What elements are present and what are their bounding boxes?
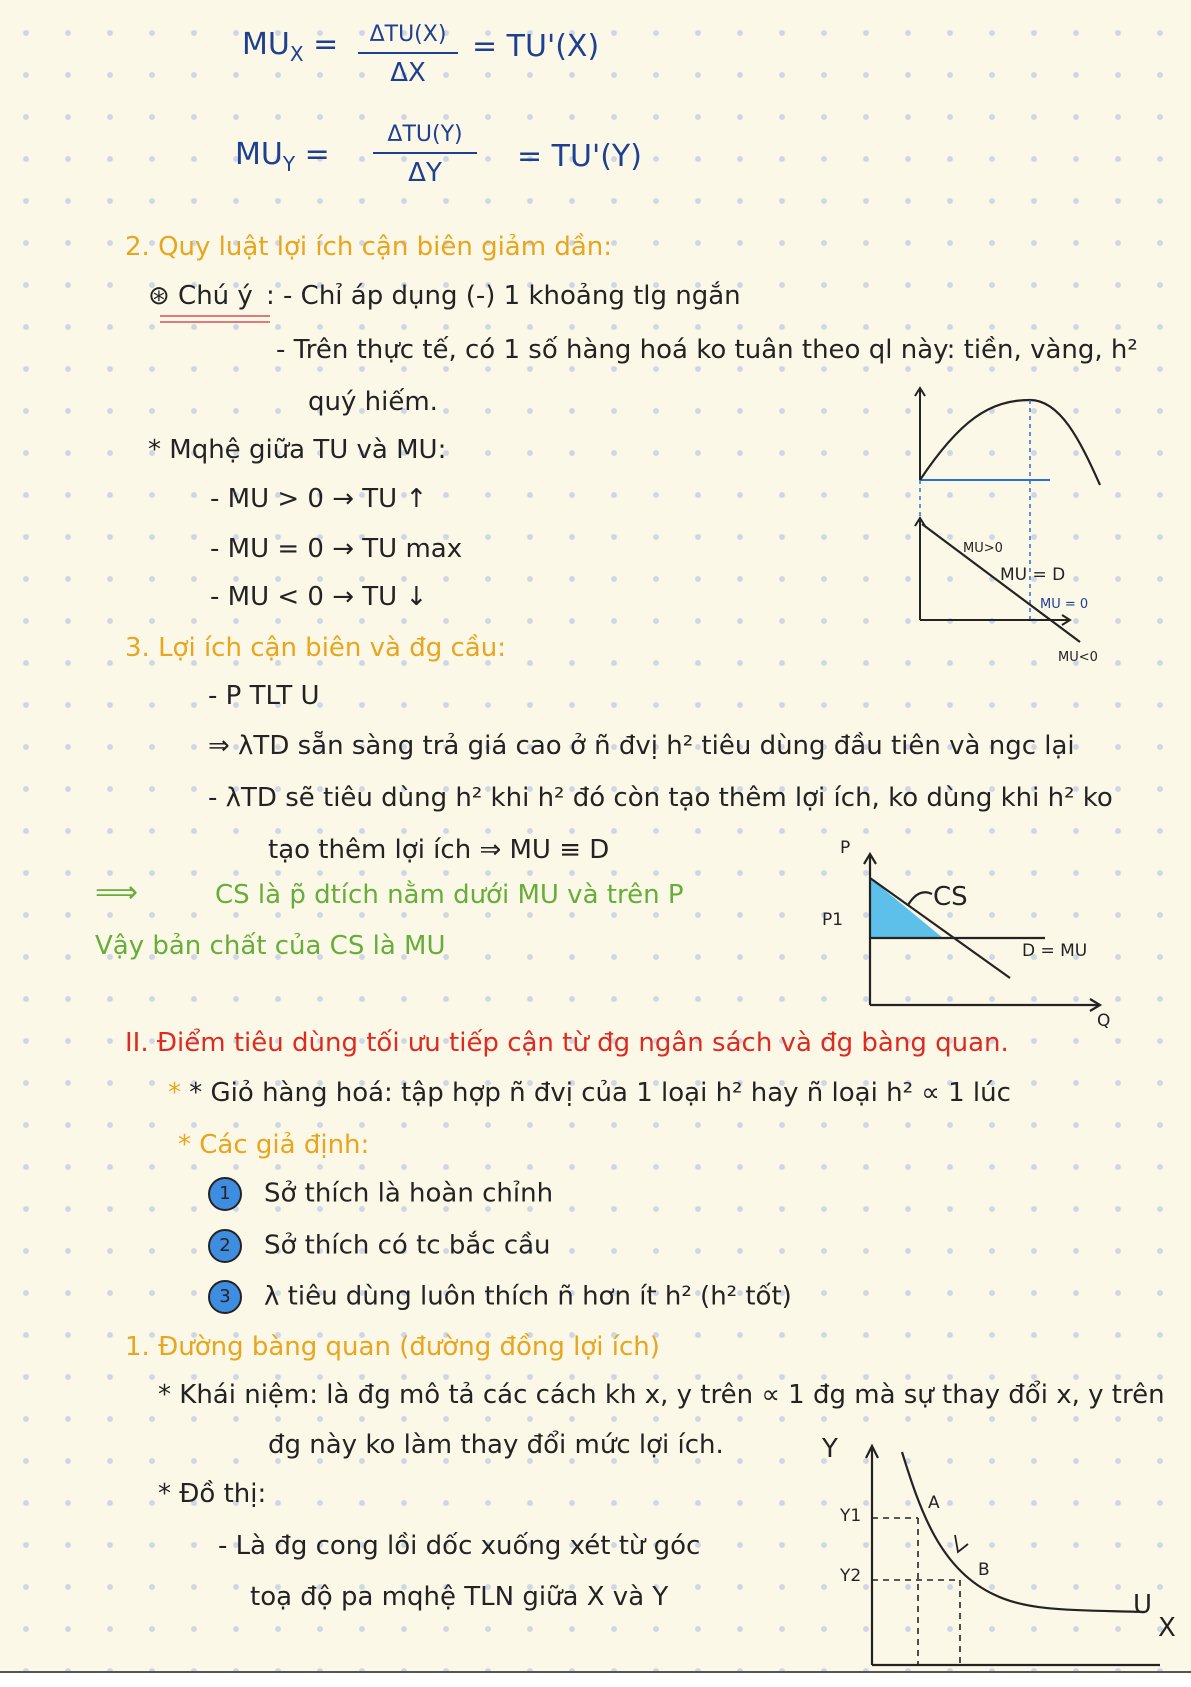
mu-positive-label: MU>0 <box>963 541 1003 556</box>
relation-line-3: - MU < 0 → TU ↓ <box>210 582 428 612</box>
assumption-3: 3 λ tiêu dùng luôn thích ñ hơn ít h² (h² tốt) <box>208 1280 792 1314</box>
q-axis-label: Q <box>1097 1011 1111 1031</box>
note-line-3: quý hiếm. <box>308 387 438 417</box>
indifference-curve <box>902 1452 1145 1612</box>
tu-curve <box>920 400 1100 485</box>
mu-d-label: MU = D <box>1000 565 1066 585</box>
sec3-line-2: ⇒ λTD sẵn sàng trả giá cao ở ñ đvị h² tiêu dùng đầu tiên và ngc lại <box>208 731 1075 761</box>
cs-pointer <box>908 892 932 905</box>
sec3-line-4: tạo thêm lợi ích ⇒ MU ≡ D <box>268 835 610 865</box>
y1-label: Y1 <box>840 1506 862 1526</box>
note-label: ⊛ Chú ý <box>148 281 253 311</box>
note-line-2: - Trên thực tế, có 1 số hàng hoá ko tuân theo ql này: tiền, vàng, h² <box>276 335 1138 365</box>
sec3-line-1: - P TLT U <box>208 681 320 711</box>
assumption-2: 2 Sở thích có tc bắc cầu <box>208 1229 551 1263</box>
graph-line-1: - Là đg cong lồi dốc xuống xét từ góc <box>218 1531 701 1561</box>
muy-label: $MU_Y$ = <box>235 137 330 176</box>
cs-definition: CS là p̃ dtích nằm dưới MU và trên P <box>215 880 684 910</box>
section-II-heading: II. Điểm tiêu dùng tối ưu tiếp cận từ đg ngân sách và đg bàng quan. <box>125 1028 1009 1058</box>
ic-heading: 1. Đường bàng quan (đường đồng lợi ích) <box>125 1332 660 1362</box>
y2-label: Y2 <box>840 1566 862 1586</box>
muy-derivative: = TU'(Y) <box>517 139 642 174</box>
mux-label: $MU_X$ = <box>242 27 339 66</box>
ic-x-label: X <box>1158 1613 1176 1643</box>
point-a-label: A <box>928 1493 940 1513</box>
basket-def: * * Giỏ hàng hoá: tập hợp ñ đvị của 1 loại h² hay ñ loại h² ∝ 1 lúc <box>168 1078 1011 1108</box>
mux-derivative: = TU'(X) <box>472 29 600 64</box>
concept-line-2: đg này ko làm thay đổi mức lợi ích. <box>268 1430 724 1460</box>
point-b-label: B <box>978 1560 990 1580</box>
note-underline-2 <box>160 321 270 323</box>
p1-label: P1 <box>822 910 844 930</box>
assumptions-heading: * Các giả định: <box>178 1130 370 1160</box>
implies-arrow: ⟹ <box>95 875 139 910</box>
indifference-curve-chart <box>860 1440 1170 1670</box>
section-2-heading: 2. Quy luật lợi ích cận biên giảm dần: <box>125 232 613 262</box>
relation-line-2: - MU = 0 → TU max <box>210 534 463 564</box>
mux-fraction: ΔTU(X) ΔX <box>358 24 458 86</box>
assumption-num-3: 3 <box>208 1280 242 1314</box>
section-3-heading: 3. Lợi ích cận biên và đg cầu: <box>125 633 506 663</box>
note-underline <box>160 315 270 317</box>
muy-fraction: ΔTU(Y) ΔY <box>373 124 477 186</box>
p-axis-label: P <box>840 838 851 858</box>
relation-heading: * Mqhệ giữa TU và MU: <box>148 435 447 465</box>
cs-conclusion: Vậy bản chất của CS là MU <box>95 931 446 961</box>
mu-zero-label: MU = 0 <box>1040 597 1089 612</box>
assumption-num-1: 1 <box>208 1177 242 1211</box>
tu-mu-chart <box>900 380 1130 670</box>
assumption-num-2: 2 <box>208 1229 242 1263</box>
assumption-1: 1 Sở thích là hoàn chỉnh <box>208 1177 553 1211</box>
d-mu-label: D = MU <box>1022 941 1088 961</box>
consumer-surplus-chart <box>860 850 1120 1020</box>
sec3-line-3: - λTD sẽ tiêu dùng h² khi h² đó còn tạo thêm lợi ích, ko dùng khi h² ko <box>208 783 1113 813</box>
relation-line-1: - MU > 0 → TU ↑ <box>210 484 428 514</box>
mu-negative-label: MU<0 <box>1058 650 1098 665</box>
cs-label: CS <box>933 882 968 912</box>
graph-heading: * Đồ thị: <box>158 1479 267 1509</box>
a-to-b-arrow <box>955 1535 968 1552</box>
graph-line-2: toạ độ pa mqhệ TLN giữa X và Y <box>250 1582 669 1612</box>
note-line-1: : - Chỉ áp dụng (-) 1 khoảng tlg ngắn <box>266 281 741 311</box>
concept-line-1: * Khái niệm: là đg mô tả các cách kh x, y trên ∝ 1 đg mà sự thay đổi x, y trên <box>158 1380 1165 1410</box>
curve-u-label: U <box>1133 1590 1153 1620</box>
ic-y-label: Y <box>822 1434 838 1464</box>
